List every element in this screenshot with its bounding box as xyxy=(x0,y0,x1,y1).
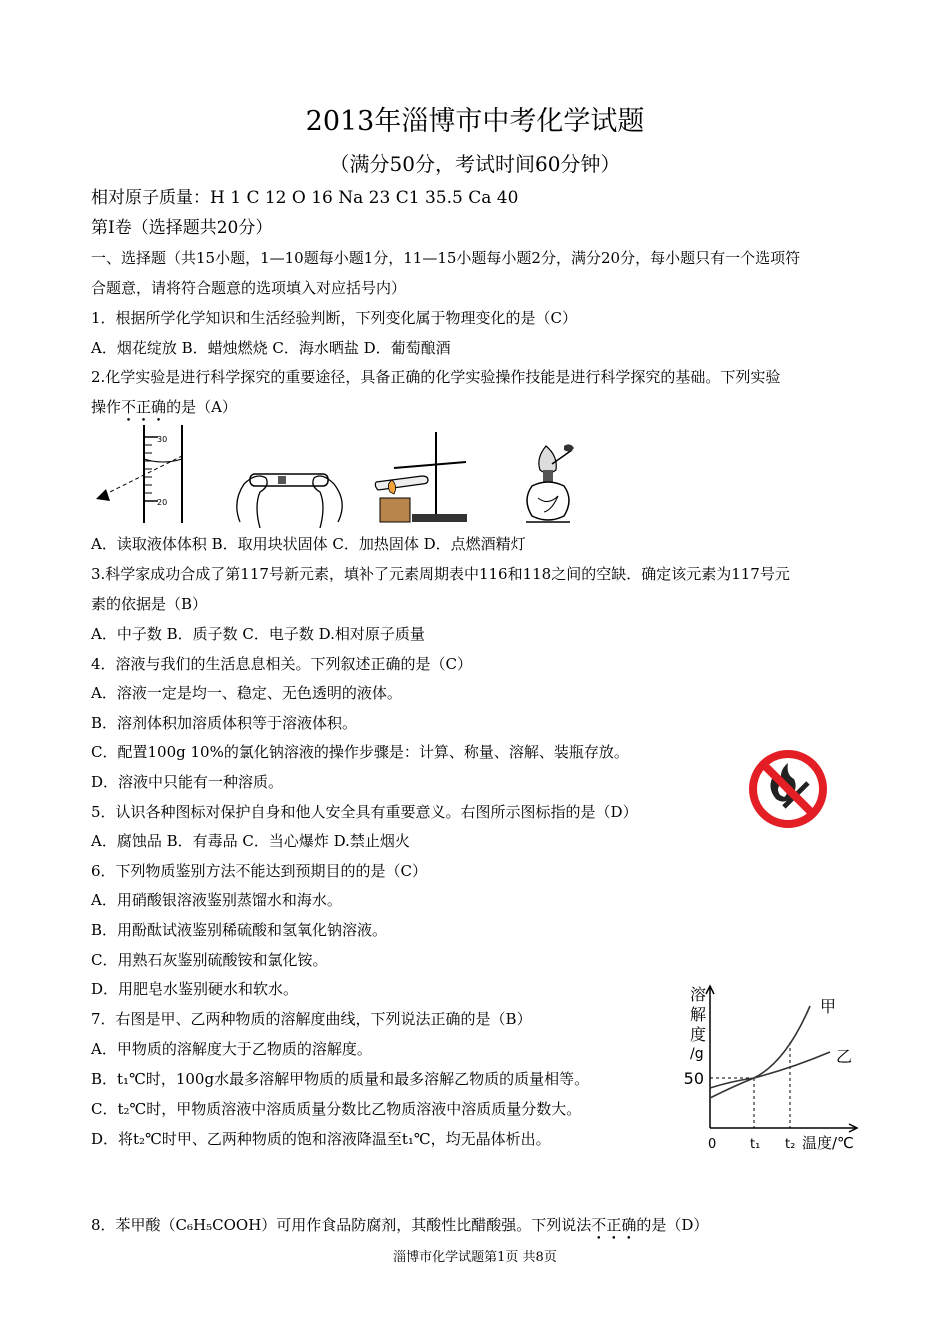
option-c: C．用熟石灰鉴别硫酸铵和氯化铵。 xyxy=(91,951,328,969)
question-options: A．中子数 B．质子数 C．电子数 D.相对原子质量 xyxy=(91,625,425,643)
chart-origin-label: 0 xyxy=(708,1137,717,1152)
option-b: B．溶剂体积加溶质体积等于溶液体积。 xyxy=(91,714,358,732)
chart-tick-t1: t₁ xyxy=(750,1137,761,1152)
figure-heat-solid xyxy=(372,432,477,524)
figure-read-cylinder xyxy=(92,425,192,525)
tick-label: 20 xyxy=(157,498,168,507)
question-options: A．腐蚀品 B．有毒品 C．当心爆炸 D.禁止烟火 xyxy=(91,832,410,850)
instruction-line: 合题意，请将符合题意的选项填入对应括号内） xyxy=(91,279,407,297)
question-stem: 1．根据所学化学知识和生活经验判断，下列变化属于物理变化的是（C） xyxy=(91,309,578,327)
chart-ylabel-unit: /g xyxy=(690,1046,704,1062)
question-options: A．烟花绽放 B．蜡烛燃烧 C．海水晒盐 D．葡萄酿酒 xyxy=(91,339,451,357)
option-d: D．溶液中只能有一种溶质。 xyxy=(91,773,284,791)
no-fire-sign-icon xyxy=(748,749,828,829)
question-stem: 8．苯甲酸（C₆H₅COOH）可用作食品防腐剂，其酸性比醋酸强。下列说法不正确的是（D） xyxy=(91,1216,709,1234)
chart-tick-t2: t₂ xyxy=(785,1137,796,1152)
question-options: A．读取液体体积 B．取用块状固体 C．加热固体 D．点燃酒精灯 xyxy=(91,535,526,553)
tick-label: 30 xyxy=(157,435,168,444)
option-c: C．配置100g 10%的氯化钠溶液的操作步骤是：计算、称量、溶解、装瓶存放。 xyxy=(91,743,629,761)
page-title: 2013年淄博市中考化学试题 xyxy=(305,106,645,137)
chart-xlabel: 温度/℃ xyxy=(802,1134,854,1152)
question-stem: 7．右图是甲、乙两种物质的溶解度曲线，下列说法正确的是（B） xyxy=(91,1010,532,1028)
section-heading: 第Ⅰ卷（选择题共20分） xyxy=(91,218,273,238)
question-stem: 3.科学家成功合成了第117号新元素，填补了元素周期表中116和118之间的空缺．确定该元素为117号元 xyxy=(91,565,790,583)
instruction-line: 一、选择题（共15小题，1—10题每小题1分，11—15小题每小题2分，满分20分，每小题只有一个选项符 xyxy=(91,249,801,267)
chart-ylabel-char: 溶 xyxy=(690,985,707,1004)
curve-yi xyxy=(710,1052,830,1088)
option-a: A．用硝酸银溶液鉴别蒸馏水和海水。 xyxy=(91,891,342,909)
question-stem: 操作不正确的是（A） xyxy=(91,398,237,416)
question-stem: 2.化学实验是进行科学探究的重要途径，具备正确的化学实验操作技能是进行科学探究的基础。下列实验 xyxy=(91,368,781,386)
chart-ylabel-char: 度 xyxy=(690,1025,707,1044)
chart-ylabel-char: 解 xyxy=(690,1005,707,1024)
question-stem: 6．下列物质鉴别方法不能达到预期目的的是（C） xyxy=(91,862,428,880)
figure-block-solid xyxy=(230,462,350,532)
page-subtitle: （满分50分，考试时间60分钟） xyxy=(329,152,621,176)
chart-y-value-label: 50 xyxy=(683,1069,704,1088)
question-stem: 4．溶液与我们的生活息息相关。下列叙述正确的是（C） xyxy=(91,655,473,673)
series-label-yi: 乙 xyxy=(836,1047,853,1066)
atomic-masses: 相对原子质量：H 1 C 12 O 16 Na 23 C1 35.5 Ca 40 xyxy=(91,188,519,208)
option-a: A．甲物质的溶解度大于乙物质的溶解度。 xyxy=(91,1040,372,1058)
option-b: B．用酚酞试液鉴别稀硫酸和氢氧化钠溶液。 xyxy=(91,921,388,939)
option-d: D．用肥皂水鉴别硬水和软水。 xyxy=(91,980,299,998)
question-stem: 素的依据是（B） xyxy=(91,595,208,613)
option-d: D．将t₂℃时甲、乙两种物质的饱和溶液降温至t₁℃，均无晶体析出。 xyxy=(91,1130,551,1148)
option-c: C．t₂℃时，甲物质溶液中溶质质量分数比乙物质溶液中溶质质量分数大。 xyxy=(91,1100,582,1118)
page-footer: 淄博市化学试题第1页 共8页 xyxy=(393,1250,557,1265)
option-b: B．t₁℃时，100g水最多溶解甲物质的质量和最多溶解乙物质的质量相等。 xyxy=(91,1070,590,1088)
question-stem: 5．认识各种图标对保护自身和他人安全具有重要意义。右图所示图标指的是（D） xyxy=(91,803,638,821)
figure-alcohol-lamp xyxy=(518,440,578,528)
option-a: A．溶液一定是均一、稳定、无色透明的液体。 xyxy=(91,684,402,702)
solubility-chart xyxy=(680,982,865,1157)
series-label-jia: 甲 xyxy=(820,997,837,1016)
